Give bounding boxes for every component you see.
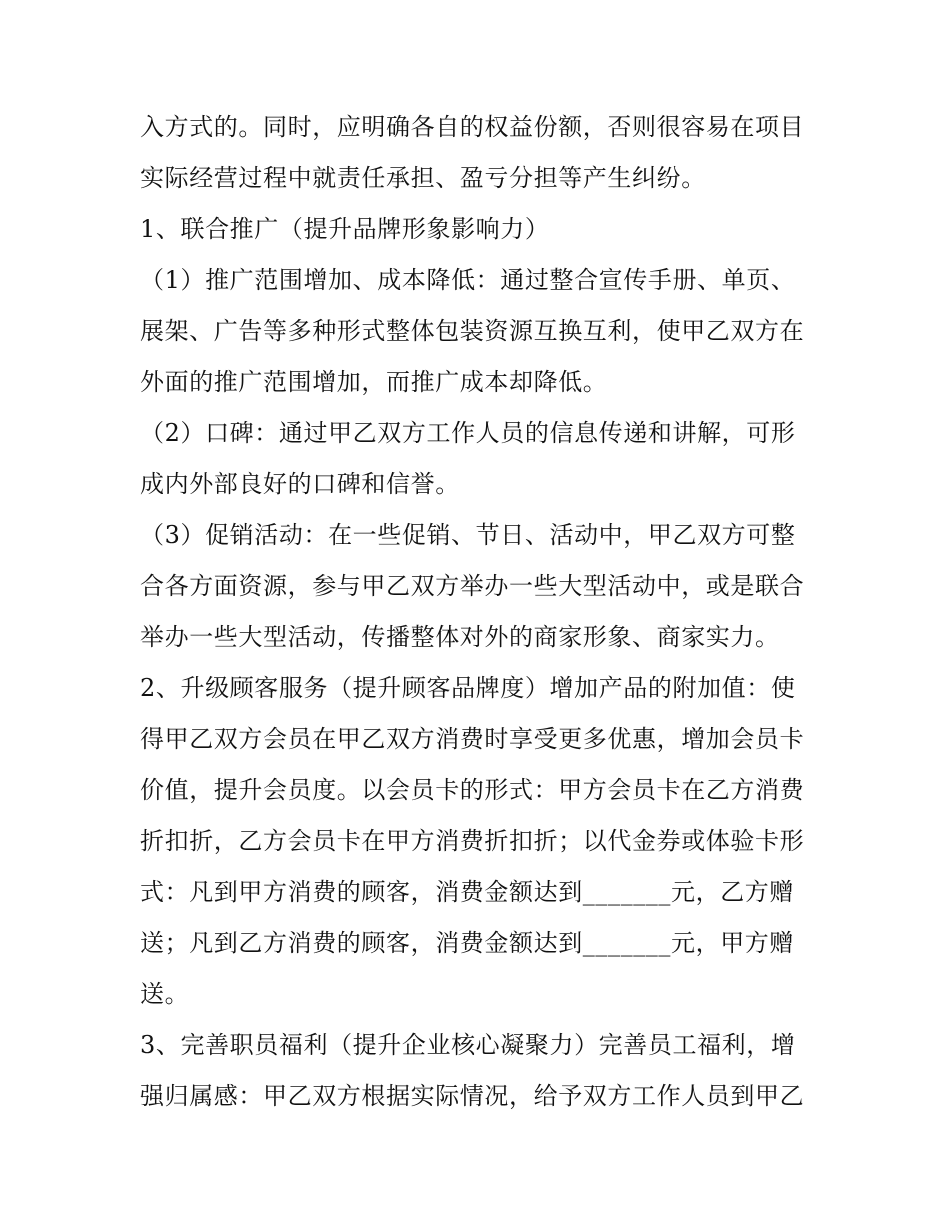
text-line: 实际经营过程中就责任承担、盈亏分担等产生纠纷。 — [140, 164, 706, 192]
text-line: 合各方面资源，参与甲乙双方举办一些大型活动中，或是联合 — [140, 572, 805, 600]
text-line: 得甲乙双方会员在甲乙双方消费时享受更多优惠，增加会员卡 — [140, 725, 805, 753]
text-line: （3）促销活动：在一些促销、节日、活动中，甲乙双方可整 — [140, 521, 796, 549]
text-line: （2）口碑：通过甲乙双方工作人员的信息传递和讲解，可形 — [140, 419, 796, 447]
text-line: 送；凡到乙方消费的顾客，消费金额达到_______元，甲方赠 — [140, 929, 794, 957]
document-body — [140, 102, 820, 1122]
section-heading: 1、联合推广（提升品牌形象影响力） — [140, 215, 550, 243]
text-line: 折扣折，乙方会员卡在甲方消费折扣折；以代金券或体验卡形 — [140, 827, 805, 855]
text-line: 强归属感：甲乙双方根据实际情况，给予双方工作人员到甲乙 — [140, 1082, 805, 1110]
text-line: 展架、广告等多种形式整体包装资源互换互利，使甲乙双方在 — [140, 317, 805, 345]
text-line: 价值，提升会员度。以会员卡的形式：甲方会员卡在乙方消费 — [140, 776, 805, 804]
text-line: 入方式的。同时，应明确各自的权益份额，否则很容易在项目 — [140, 113, 805, 141]
text-line: 送。 — [140, 980, 190, 1008]
text-line: 外面的推广范围增加，而推广成本却降低。 — [140, 368, 608, 396]
section-heading: 2、升级顾客服务（提升顾客品牌度）增加产品的附加值：使 — [140, 674, 796, 702]
text-line: 举办一些大型活动，传播整体对外的商家形象、商家实力。 — [140, 623, 780, 651]
section-heading: 3、完善职员福利（提升企业核心凝聚力）完善员工福利，增 — [140, 1031, 796, 1059]
text-line: 成内外部良好的口碑和信誉。 — [140, 470, 460, 498]
text-line: 式：凡到甲方消费的顾客，消费金额达到_______元，乙方赠 — [140, 878, 794, 906]
text-line: （1）推广范围增加、成本降低：通过整合宣传手册、单页、 — [140, 266, 796, 294]
